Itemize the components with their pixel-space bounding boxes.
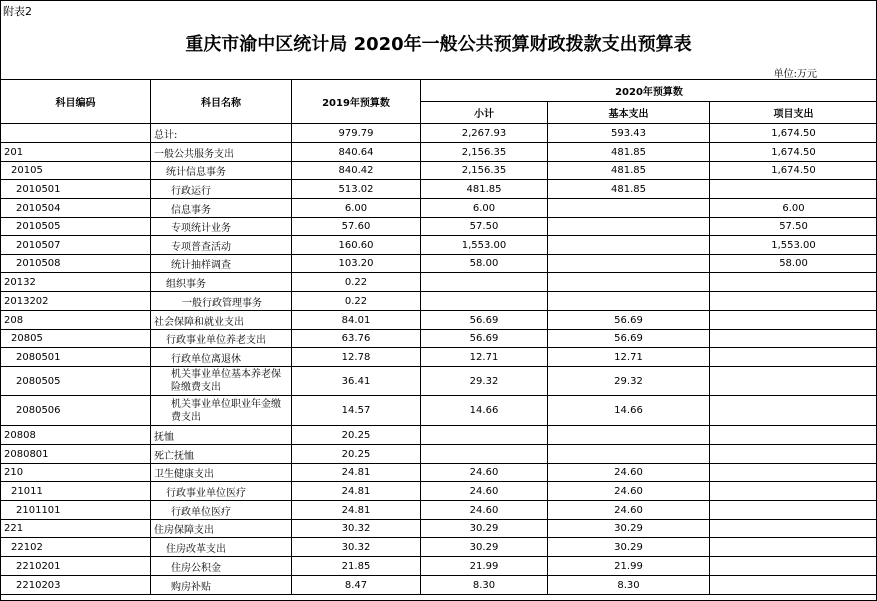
cell-code: 20132 [1,273,151,292]
cell-basic [548,292,710,311]
cell-budget-2019: 6.00 [292,199,421,218]
cell-budget-2019: 36.41 [292,367,421,396]
cell-budget-2019: 8.47 [292,576,421,595]
cell-subtotal: 2,267.93 [421,124,548,143]
table-row [1,199,877,218]
cell-subtotal: 57.50 [421,218,548,236]
cell-subtotal [421,292,548,311]
cell-project [710,520,877,538]
cell-code: 2010505 [1,218,151,236]
cell-name: 行政单位离退休 [151,348,292,367]
cell-basic: 56.69 [548,330,710,348]
cell-budget-2019: 979.79 [292,124,421,143]
cell-project [710,180,877,199]
cell-basic: 30.29 [548,538,710,557]
header-basic: 基本支出 [548,102,710,124]
cell-subtotal: 8.30 [421,576,548,595]
cell-budget-2019: 513.02 [292,180,421,199]
cell-budget-2019: 24.81 [292,464,421,482]
header-project: 项目支出 [710,102,877,124]
cell-budget-2019: 84.01 [292,311,421,330]
cell-subtotal: 6.00 [421,199,548,218]
cell-project: 1,674.50 [710,124,877,143]
cell-subtotal: 24.60 [421,464,548,482]
cell-subtotal: 481.85 [421,180,548,199]
cell-budget-2019: 30.32 [292,520,421,538]
cell-subtotal: 14.66 [421,396,548,426]
cell-name: 购房补贴 [151,576,292,595]
cell-basic [548,273,710,292]
cell-name: 机关事业单位基本养老保险缴费支出 [151,367,292,396]
cell-basic: 30.29 [548,520,710,538]
cell-basic: 481.85 [548,180,710,199]
cell-name: 一般公共服务支出 [151,143,292,162]
header-budget-2019: 2019年预算数 [292,80,421,124]
cell-subtotal: 24.60 [421,482,548,501]
cell-subtotal [421,445,548,464]
cell-project [710,464,877,482]
cell-subtotal: 1,553.00 [421,236,548,255]
cell-code: 201 [1,143,151,162]
cell-basic [548,426,710,445]
cell-subtotal: 2,156.35 [421,162,548,180]
table-row [1,538,877,557]
cell-name: 专项统计业务 [151,218,292,236]
cell-budget-2019: 14.57 [292,396,421,426]
cell-code: 2080505 [1,367,151,396]
cell-code: 20105 [1,162,151,180]
cell-basic: 21.99 [548,557,710,576]
cell-subtotal [421,273,548,292]
table-row [1,330,877,348]
table-row [1,273,877,292]
table-row [1,445,877,464]
cell-budget-2019: 30.32 [292,538,421,557]
cell-code: 2010504 [1,199,151,218]
cell-basic: 24.60 [548,482,710,501]
cell-project [710,576,877,595]
cell-code: 210 [1,464,151,482]
table-row [1,255,877,273]
cell-name: 卫生健康支出 [151,464,292,482]
cell-project [710,273,877,292]
cell-subtotal: 12.71 [421,348,548,367]
cell-name: 统计抽样调查 [151,255,292,273]
cell-name: 组织事务 [151,273,292,292]
table-row [1,292,877,311]
cell-basic [548,255,710,273]
table-row [1,162,877,180]
table-row [1,143,877,162]
cell-budget-2019: 20.25 [292,426,421,445]
header-budget-2020: 2020年预算数 [421,80,877,102]
cell-code: 2010508 [1,255,151,273]
cell-budget-2019: 0.22 [292,273,421,292]
cell-project: 1,553.00 [710,236,877,255]
cell-subtotal: 21.99 [421,557,548,576]
cell-name: 机关事业单位职业年金缴费支出 [151,396,292,426]
cell-budget-2019: 840.64 [292,143,421,162]
cell-project [710,426,877,445]
cell-subtotal: 58.00 [421,255,548,273]
cell-budget-2019: 24.81 [292,482,421,501]
cell-project [710,482,877,501]
cell-code: 22102 [1,538,151,557]
cell-project [710,311,877,330]
cell-project [710,557,877,576]
cell-basic: 481.85 [548,162,710,180]
header-name: 科目名称 [151,80,292,124]
cell-code: 2080506 [1,396,151,426]
cell-code: 208 [1,311,151,330]
cell-budget-2019: 840.42 [292,162,421,180]
cell-project [710,330,877,348]
cell-basic: 56.69 [548,311,710,330]
page-title: 重庆市渝中区统计局 2020年一般公共预算财政拨款支出预算表 [185,34,692,55]
attachment-label: 附表2 [3,5,32,18]
cell-project: 6.00 [710,199,877,218]
cell-budget-2019: 103.20 [292,255,421,273]
cell-subtotal: 30.29 [421,520,548,538]
cell-subtotal [421,426,548,445]
table-row [1,464,877,482]
cell-name: 总计: [151,124,292,143]
cell-name: 统计信息事务 [151,162,292,180]
cell-project [710,348,877,367]
table-row [1,236,877,255]
cell-code: 221 [1,520,151,538]
cell-project: 57.50 [710,218,877,236]
unit-label: 单位:万元 [773,69,817,80]
table-row [1,576,877,595]
cell-project: 1,674.50 [710,143,877,162]
cell-basic [548,445,710,464]
cell-name: 行政事业单位养老支出 [151,330,292,348]
cell-name: 住房改革支出 [151,538,292,557]
table-row [1,311,877,330]
table-row [1,124,877,143]
cell-project [710,292,877,311]
cell-name: 住房保障支出 [151,520,292,538]
cell-basic: 24.60 [548,464,710,482]
cell-code: 2080801 [1,445,151,464]
cell-name: 行政事业单位医疗 [151,482,292,501]
cell-basic: 593.43 [548,124,710,143]
cell-basic: 29.32 [548,367,710,396]
cell-code: 2210203 [1,576,151,595]
cell-name: 信息事务 [151,199,292,218]
cell-subtotal: 2,156.35 [421,143,548,162]
cell-budget-2019: 57.60 [292,218,421,236]
cell-basic: 24.60 [548,501,710,520]
cell-name: 行政运行 [151,180,292,199]
table-row [1,520,877,538]
cell-budget-2019: 12.78 [292,348,421,367]
header-subtotal: 小计 [421,102,548,124]
cell-code: 20805 [1,330,151,348]
cell-code: 2210201 [1,557,151,576]
cell-budget-2019: 21.85 [292,557,421,576]
cell-name: 抚恤 [151,426,292,445]
cell-subtotal: 30.29 [421,538,548,557]
cell-project [710,445,877,464]
table-row [1,501,877,520]
cell-project: 1,674.50 [710,162,877,180]
cell-code: 20808 [1,426,151,445]
table-row [1,348,877,367]
cell-name: 住房公积金 [151,557,292,576]
cell-code: 2080501 [1,348,151,367]
cell-code: 21011 [1,482,151,501]
cell-code: 2013202 [1,292,151,311]
cell-name: 一般行政管理事务 [151,292,292,311]
cell-basic: 8.30 [548,576,710,595]
cell-budget-2019: 24.81 [292,501,421,520]
cell-code: 2101101 [1,501,151,520]
cell-basic: 12.71 [548,348,710,367]
cell-code: 2010501 [1,180,151,199]
table-row [1,396,877,426]
header-code: 科目编码 [1,80,151,124]
cell-project: 58.00 [710,255,877,273]
cell-project [710,501,877,520]
cell-name: 行政单位医疗 [151,501,292,520]
cell-budget-2019: 20.25 [292,445,421,464]
table-row [1,218,877,236]
table-row [1,557,877,576]
cell-subtotal: 56.69 [421,330,548,348]
cell-basic [548,236,710,255]
cell-project [710,538,877,557]
table-row [1,180,877,199]
cell-subtotal: 29.32 [421,367,548,396]
cell-basic [548,218,710,236]
cell-name: 专项普查活动 [151,236,292,255]
cell-budget-2019: 0.22 [292,292,421,311]
cell-budget-2019: 63.76 [292,330,421,348]
table-row [1,426,877,445]
table-row [1,367,877,396]
cell-code [1,124,151,143]
cell-subtotal: 56.69 [421,311,548,330]
cell-project [710,396,877,426]
cell-name: 死亡抚恤 [151,445,292,464]
table-row [1,482,877,501]
cell-code: 2010507 [1,236,151,255]
budget-table [0,79,877,595]
cell-budget-2019: 160.60 [292,236,421,255]
cell-basic: 481.85 [548,143,710,162]
cell-project [710,367,877,396]
cell-subtotal: 24.60 [421,501,548,520]
cell-name: 社会保障和就业支出 [151,311,292,330]
cell-basic [548,199,710,218]
cell-basic: 14.66 [548,396,710,426]
